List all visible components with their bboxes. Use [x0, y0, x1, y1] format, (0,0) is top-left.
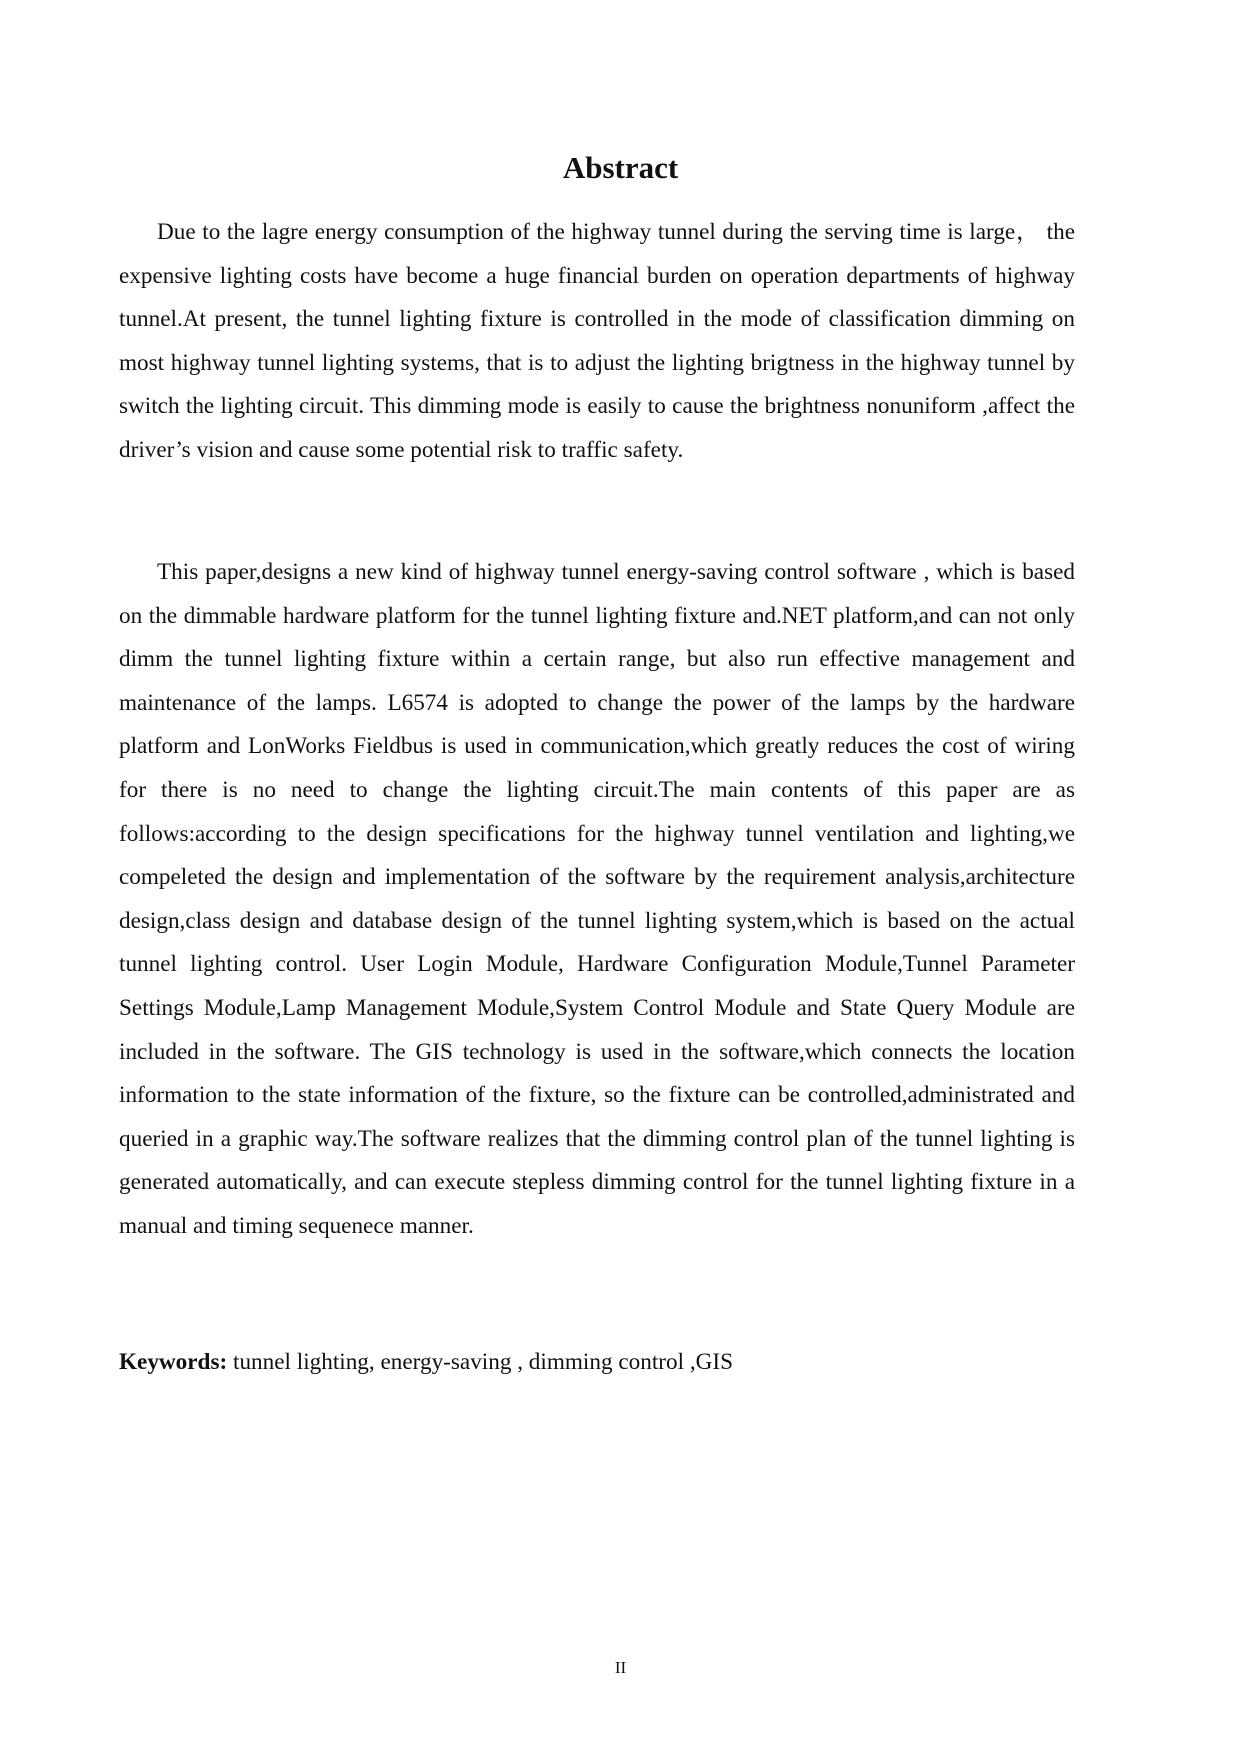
abstract-paragraph-2: This paper,designs a new kind of highway tunnel energy-saving control software , which is based on the dimmable hardware platform for the tunnel lighting fixture and.NET platform,and can not only dimm the tunnel lighting fixture within a certain range, but also run effective management and maintenance of the lamps. L6574 is adopted to change the power of the lamps by the hardware platform and LonWorks Fieldbus is used in communication,which greatly reduces the cost of wiring for there is no need to change the lighting circuit.The main contents of this paper are as follows:according to the design specifications for the highway tunnel ventilation and lighting,we compeleted the design and implementation of the software by the requirement analysis,architecture design,class design and database design of the tunnel lighting system,which is based on the actual tunnel lighting control. User Login Module, Hardware Configuration Module,Tunnel Parameter Settings Module,Lamp Management Module,System Control Module and State Query Module are included in the software. The GIS technology is used in the software,which connects the location information to the state information of the fixture, so the fixture can be controlled,administrated and queried in a graphic way.The software realizes that the dimming control plan of the tunnel lighting is generated automatically, and can execute stepless dimming control for the tunnel lighting fixture in a manual and timing sequenece manner.: [119, 559, 1075, 1239]
page-number: II: [614, 1658, 627, 1677]
abstract-title: Abstract: [562, 150, 679, 185]
keywords-text: tunnel lighting, energy-saving , dimming control ,GIS: [233, 1349, 733, 1375]
keywords-label: Keywords:: [119, 1349, 228, 1375]
abstract-paragraph-1: Due to the lagre energy consumption of the highway tunnel during the serving time is large， the expensive lighting costs have become a huge financial burden on operation departments of highway tunnel.At present, the tunnel lighting fixture is controlled in the mode of classification dimming on most highway tunnel lighting systems, that is to adjust the lighting brigtness in the highway tunnel by switch the lighting circuit. This dimming mode is easily to cause the brightness nonuniform ,affect the driver’s vision and cause some potential risk to traffic safety.: [119, 219, 1075, 463]
keywords-line: [119, 1341, 733, 1385]
